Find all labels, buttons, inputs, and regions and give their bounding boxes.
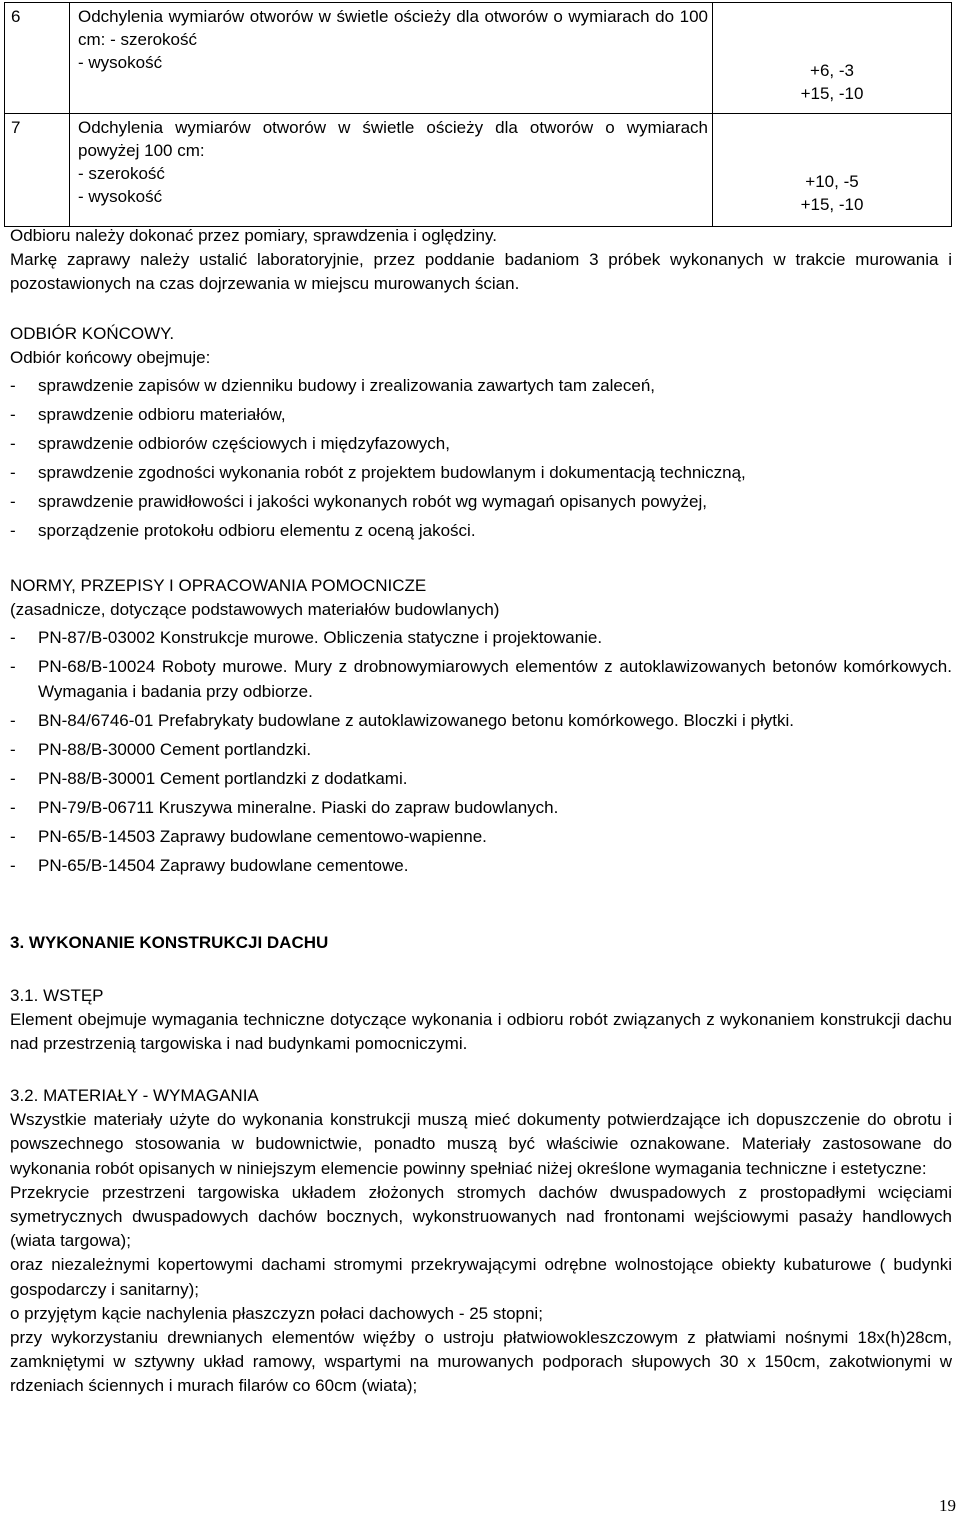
row-values: +6, -3 +15, -10 <box>713 3 952 114</box>
page-number: 19 <box>939 1496 956 1515</box>
paragraph: Odbioru należy dokonać przez pomiary, sprawdzenia i oględziny. <box>10 226 497 245</box>
list-item: - PN-87/B-03002 Konstrukcje murowe. Obliczenia statyczne i projektowanie. <box>10 628 603 648</box>
list-item: - sprawdzenie odbioru materiałów, <box>10 405 286 425</box>
acceptance-paragraphs <box>10 224 952 297</box>
subsection-heading: 3.2. MATERIAŁY - WYMAGANIA <box>10 1086 259 1105</box>
table-row <box>5 114 952 227</box>
paragraph: Markę zaprawy należy ustalić laboratoryjnie, przez poddanie badaniom 3 próbek wykonanych w trakcie murowania i pozostawionych na czas dojrzewania w miejscu murowanych ścian. <box>10 250 952 294</box>
list-item: - PN-79/B-06711 Kruszywa mineralne. Piaski do zapraw budowlanych. <box>10 797 559 817</box>
list-item: - sprawdzenie zgodności wykonania robót z projektem budowlanym i dokumentacją techniczną, <box>10 463 746 483</box>
row-description: Odchylenia wymiarów otworów w świetle ościeży dla otworów o wymiarach do 100 cm: - szerokość - wysokość <box>70 3 713 114</box>
list-item: - sporządzenie protokołu odbioru elementu z oceną jakości. <box>10 521 476 541</box>
row-description: Odchylenia wymiarów otworów w świetle ościeży dla otworów o wymiarach powyżej 100 cm: - szerokość - wysokość <box>70 114 713 227</box>
list-item: - sprawdzenie odbiorów częściowych i międzyfazowych, <box>10 434 450 454</box>
section-heading: ODBIÓR KOŃCOWY. <box>10 324 175 343</box>
paragraph: Wszystkie materiały użyte do wykonania konstrukcji muszą mieć dokumenty potwierdzające ich dopuszczenie do obrotu i powszechnego stosowania w budownictwie, ponadto muszą być właściwie oznakowane. Materiały zastosowane do wykonania robót opisanych w niniejszym elemencie powinny spełniać niżej określone wymagania techniczne i estetyczne: <box>10 1110 952 1178</box>
list-item: - PN-88/B-30001 Cement portlandzki z dodatkami. <box>10 768 408 788</box>
list-item: - PN-65/B-14503 Zaprawy budowlane cementowo-wapienne. <box>10 826 487 846</box>
row-number: 7 <box>5 114 70 227</box>
section-3-2 <box>10 1084 952 1399</box>
list-item: - PN-68/B-10024 Roboty murowe. Mury z drobnowymiarowych elementów z autoklawizowanych betonów komórkowych. Wymagania i badania przy odbiorze. <box>10 657 952 701</box>
list-item: - sprawdzenie zapisów w dzienniku budowy i zrealizowania zawartych tam zaleceń, <box>10 376 656 396</box>
row-number: 6 <box>5 3 70 114</box>
list-item: - BN-84/6746-01 Prefabrykaty budowlane z autoklawizowanego betonu komórkowego. Bloczki i płytki. <box>10 710 794 730</box>
subsection-heading: 3.1. WSTĘP <box>10 986 104 1005</box>
paragraph: o przyjętym kącie nachylenia płaszczyzn połaci dachowych - 25 stopni; <box>10 1303 543 1323</box>
section-subheading: (zasadnicze, dotyczące podstawowych materiałów budowlanych) <box>10 600 500 620</box>
paragraph: oraz niezależnymi kopertowymi dachami stromymi przekrywającymi odrębne wolnostojące obiekty kubaturowe ( budynki gospodarczy i sanitarny); <box>10 1255 952 1299</box>
section-3-1 <box>10 984 952 1057</box>
tolerance-table <box>4 2 952 227</box>
paragraph: Przekrycie przestrzeni targowiska układem złożonych stromych dachów dwuspadowych z prostopadłymi wcięciami symetrycznych dwuspadowych dachów bocznych, wykonstruowanych nad frontonami wejściowymi pasaży handlowych (wiata targowa); <box>10 1182 952 1251</box>
section-intro: Odbiór końcowy obejmuje: <box>10 348 211 368</box>
table-row <box>5 3 952 114</box>
norms-section <box>10 574 952 878</box>
final-acceptance-section <box>10 322 952 544</box>
list-item: - PN-65/B-14504 Zaprawy budowlane cementowe. <box>10 855 409 875</box>
section-3-heading: 3. WYKONANIE KONSTRUKCJI DACHU <box>10 933 329 952</box>
row-values: +10, -5 +15, -10 <box>713 114 952 227</box>
section-heading: NORMY, PRZEPISY I OPRACOWANIA POMOCNICZE <box>10 576 427 595</box>
list-item: - sprawdzenie prawidłowości i jakości wykonanych robót wg wymagań opisanych powyżej, <box>10 492 707 512</box>
paragraph: przy wykorzystaniu drewnianych elementów więźby o ustroju płatwiowokleszczowym z płatwiami nośnymi 18x(h)28cm, zamkniętymi w sztywny układ ramowy, wspartymi na murowanych podporach słupowych 30 x 150cm, zakotwionymi w rdzeniach ściennych i murach filarów co 60cm (wiata); <box>10 1328 952 1396</box>
paragraph: Element obejmuje wymagania techniczne dotyczące wykonania i odbioru robót związanych z wykonaniem konstrukcji dachu nad przestrzenią targowiska i nad budynkami pomocniczymi. <box>10 1010 952 1054</box>
list-item: - PN-88/B-30000 Cement portlandzki. <box>10 739 312 759</box>
